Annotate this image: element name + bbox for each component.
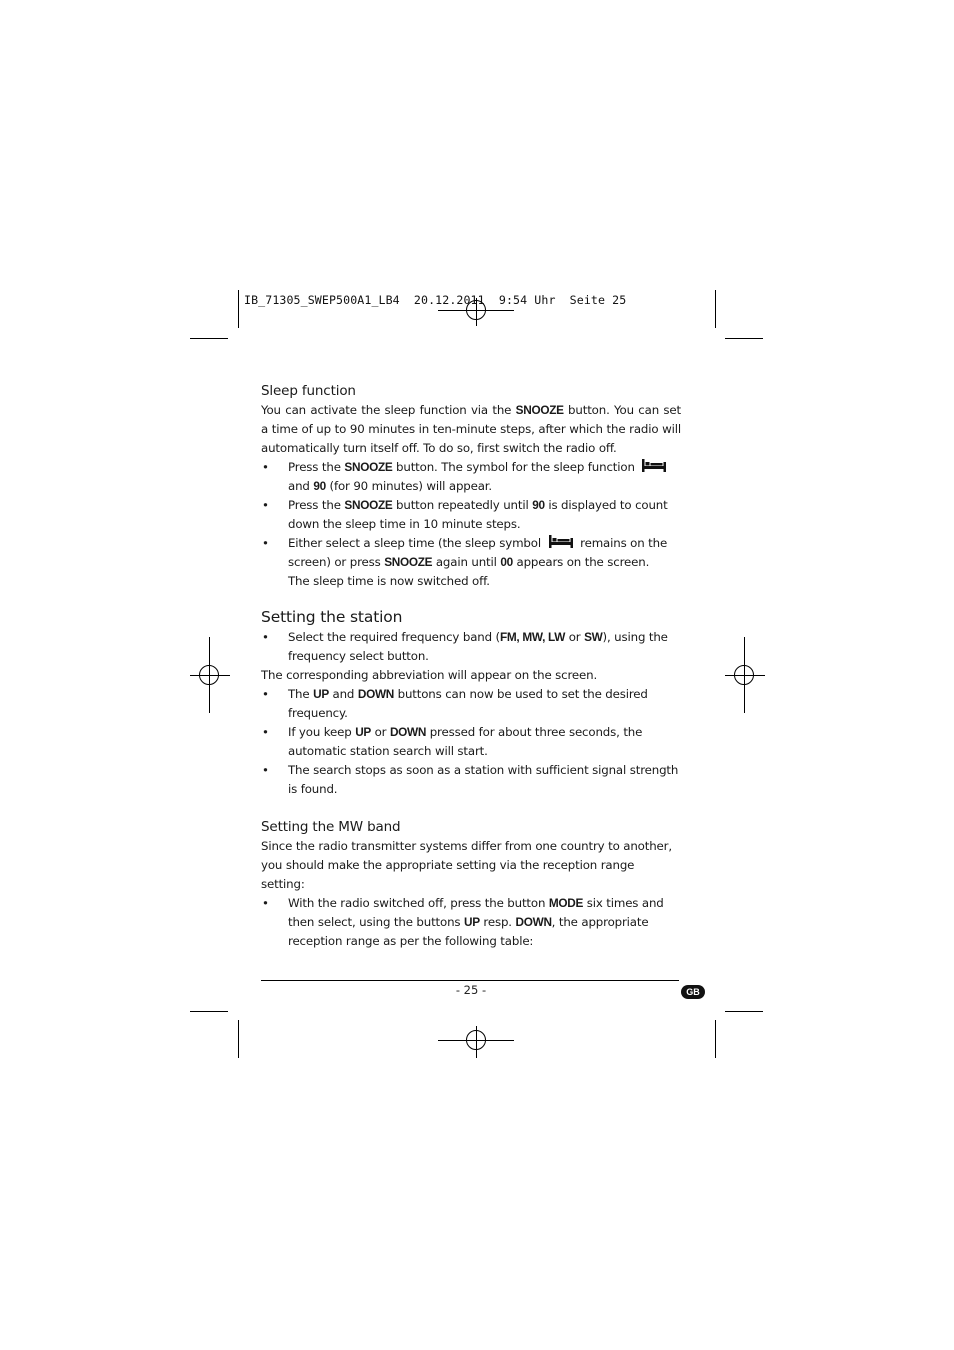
list-item: • Press the SNOOZE button repeatedly until 90 is displayed to count down the sleep time in 10 minute steps. xyxy=(261,496,681,534)
list-item: • Select the required frequency band (FM, MW, LW or SW), using the frequency select button. xyxy=(261,628,681,666)
sleep-function-heading: Sleep function xyxy=(261,383,356,399)
crop-mark xyxy=(190,1011,228,1012)
list-item: • Press the SNOOZE button. The symbol for the sleep function and 90 (for 90 minutes) will appear. xyxy=(261,458,681,496)
language-badge: GB xyxy=(681,985,705,999)
page-content xyxy=(261,381,681,951)
bed-icon xyxy=(642,459,666,472)
setting-station-heading: Setting the station xyxy=(261,608,403,626)
crop-mark xyxy=(238,290,239,328)
print-slug: IB_71305_SWEP500A1_LB4 20.12.2011 9:54 Uhr Seite 25 xyxy=(244,293,627,307)
station-note: The corresponding abbreviation will appear on the screen. xyxy=(261,668,598,682)
crop-mark xyxy=(725,338,763,339)
page-number: - 25 - xyxy=(455,983,487,997)
crop-mark xyxy=(190,338,228,339)
list-item: • The UP and DOWN buttons can now be used to set the desired frequency. xyxy=(261,685,681,723)
footer-rule xyxy=(261,980,679,981)
list-item: • Either select a sleep time (the sleep symbol remains on the screen) or press SNOOZE again until 00 appears on the screen. The sleep time is now switched off. xyxy=(261,534,681,591)
mw-intro-2: you should make the appropriate setting via the reception range setting: xyxy=(261,858,635,891)
list-item: • If you keep UP or DOWN pressed for about three seconds, the automatic station search will start. xyxy=(261,723,681,761)
crop-mark xyxy=(238,1020,239,1058)
bed-icon xyxy=(549,535,573,548)
sleep-steps xyxy=(261,458,681,591)
sleep-intro: You can activate the sleep function via the SNOOZE button. You can set a time of up to 90 minutes in ten-minute steps, after which the radio will automatically turn itself off. To do so, first switch the radio off. xyxy=(261,403,682,455)
mw-intro-1: Since the radio transmitter systems differ from one country to another, xyxy=(261,839,672,853)
crop-mark xyxy=(725,1011,763,1012)
list-item: • With the radio switched off, press the button MODE six times and then select, using the buttons UP resp. DOWN, the appropriate reception range as per the following table: xyxy=(261,894,681,951)
list-item: • The search stops as soon as a station with sufficient signal strength is found. xyxy=(261,761,681,799)
mw-steps xyxy=(261,894,681,951)
station-steps-a xyxy=(261,628,681,666)
mw-band-heading: Setting the MW band xyxy=(261,819,401,835)
station-steps-b xyxy=(261,685,681,799)
crop-mark xyxy=(715,290,716,328)
crop-mark xyxy=(715,1020,716,1058)
